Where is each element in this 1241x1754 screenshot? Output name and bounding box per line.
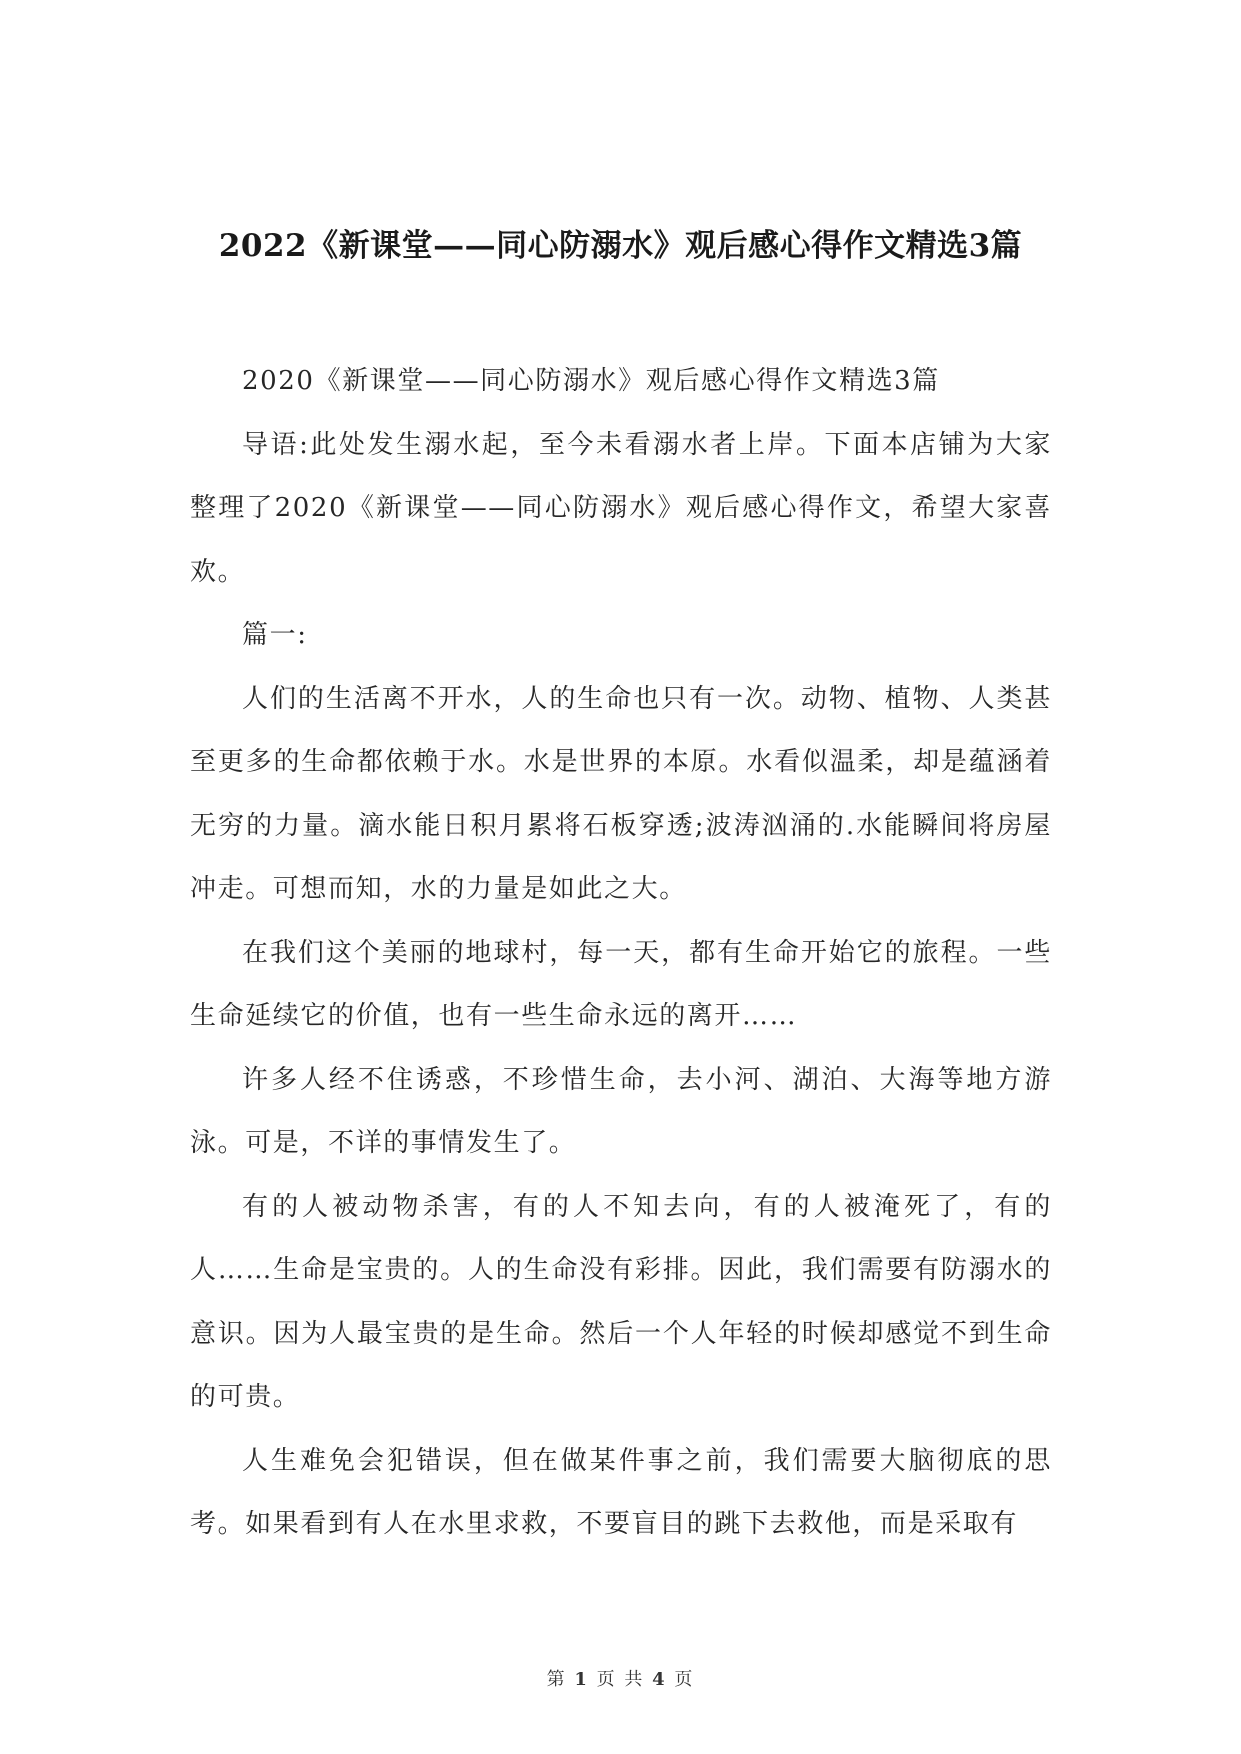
paragraph: 许多人经不住诱惑，不珍惜生命，去小河、湖泊、大海等地方游泳。可是，不详的事情发生了。 xyxy=(190,1064,1052,1158)
section-heading: 篇一: xyxy=(242,620,308,650)
footer-suffix: 页 xyxy=(674,1669,695,1690)
document-title: 2022《新课堂——同心防溺水》观后感心得作文精选3篇 xyxy=(218,228,1023,264)
paragraph: 在我们这个美丽的地球村，每一天，都有生命开始它的旅程。一些生命延续它的价值，也有一些生命永远的离开…… xyxy=(190,937,1052,1031)
paragraph-intro: 导语:此处发生溺水起，至今未看溺水者上岸。下面本店铺为大家整理了2020《新课堂——同心防溺水》观后感心得作文，希望大家喜欢。 xyxy=(190,429,1052,587)
footer-prefix: 第 xyxy=(546,1669,567,1690)
total-pages-number: 4 xyxy=(652,1669,667,1690)
paragraph: 人生难免会犯错误，但在做某件事之前，我们需要大脑彻底的思考。如果看到有人在水里求救，不要盲目的跳下去救他，而是采取有 xyxy=(190,1445,1052,1539)
document-body xyxy=(190,350,1052,1557)
paragraph: 有的人被动物杀害，有的人不知去向，有的人被淹死了，有的人……生命是宝贵的。人的生命没有彩排。因此，我们需要有防溺水的意识。因为人最宝贵的是生命。然后一个人年轻的时候却感觉不到生命的可贵。 xyxy=(190,1191,1052,1412)
current-page-number: 1 xyxy=(574,1669,589,1690)
footer-middle: 页 共 xyxy=(596,1669,645,1690)
paragraph: 人们的生活离不开水，人的生命也只有一次。动物、植物、人类甚至更多的生命都依赖于水。水是世界的本原。水看似温柔，却是蕴涵着无穷的力量。滴水能日积月累将石板穿透;波涛汹涌的.水能瞬间将房屋冲走。可想而知，水的力量是如此之大。 xyxy=(190,683,1052,904)
page-footer xyxy=(0,1668,1241,1692)
paragraph-subtitle: 2020《新课堂——同心防溺水》观后感心得作文精选3篇 xyxy=(242,366,940,396)
